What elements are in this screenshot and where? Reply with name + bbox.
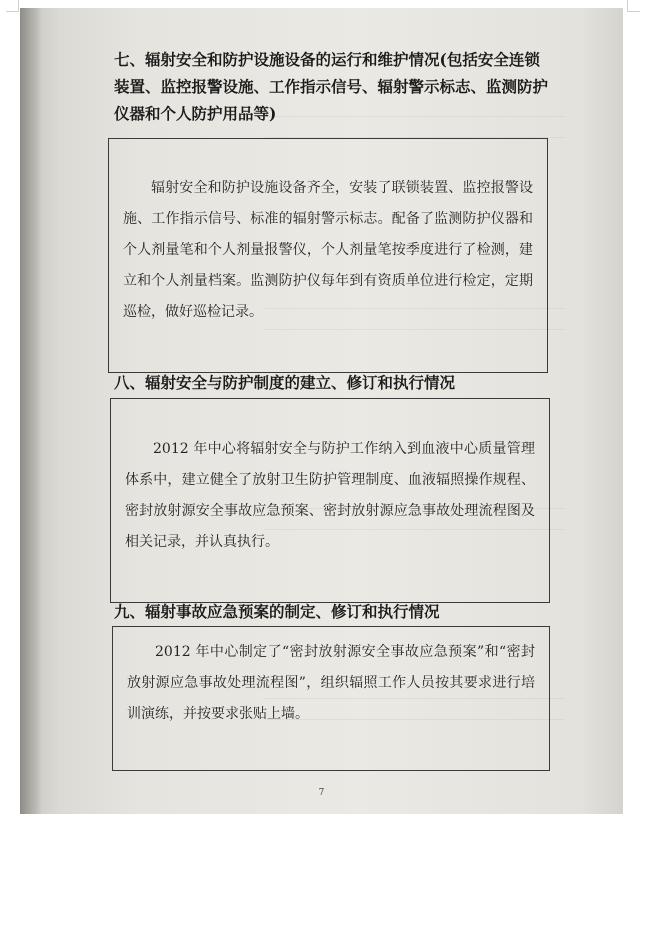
section-9-content-box <box>112 626 550 771</box>
section-9-body: 2012 年中心制定了“密封放射源安全事故应急预案”和“密封放射源应急事故处理流程图”，组织辐照工作人员按其要求进行培训演练，并按要求张贴上墙。 <box>127 644 535 722</box>
document-photo <box>20 8 623 814</box>
section-9-heading: 九、辐射事故应急预案的制定、修订和执行情况 <box>114 602 440 621</box>
crop-mark-left <box>6 0 19 12</box>
section-8-content-box <box>110 398 550 603</box>
section-7-content-box <box>108 138 548 373</box>
section-7-body: 辐射安全和防护设施设备齐全，安装了联锁装置、监控报警设施、工作指示信号、标准的辐射警示标志。配备了监测防护仪器和个人剂量笔和个人剂量报警仪，个人剂量笔按季度进行了检测，建立和个人剂量档案。监测防护仪每年到有资质单位进行检定，定期巡检，做好巡检记录。 <box>123 180 533 320</box>
binding-shadow <box>20 8 42 814</box>
page-number: 7 <box>318 788 325 798</box>
section-7-heading: 七、辐射安全和防护设施设备的运行和维护情况(包括安全连锁装置、监控报警设施、工作指示信号、辐射警示标志、监测防护仪器和个人防护用品等) <box>114 50 549 123</box>
section-8-heading: 八、辐射安全与防护制度的建立、修订和执行情况 <box>114 373 456 392</box>
crop-mark-right <box>627 0 640 12</box>
section-8-body: 2012 年中心将辐射安全与防护工作纳入到血液中心质量管理体系中，建立健全了放射卫生防护管理制度、血液辐照操作规程、密封放射源安全事故应急预案、密封放射源应急事故处理流程图及相关记录，并认真执行。 <box>125 441 535 550</box>
